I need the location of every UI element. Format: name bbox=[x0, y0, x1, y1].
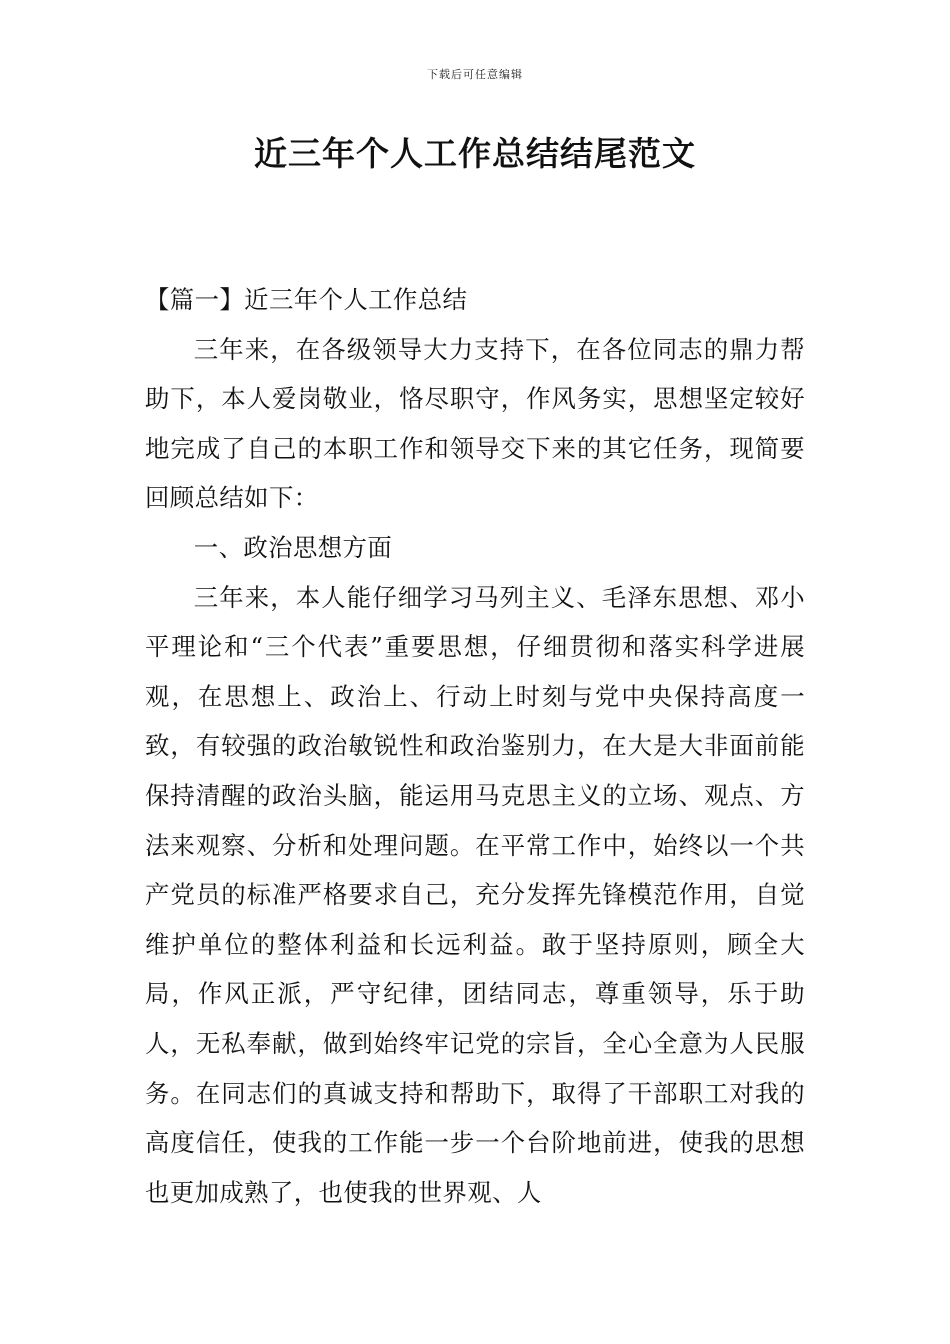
document-title: 近三年个人工作总结结尾范文 bbox=[254, 134, 696, 173]
political-paragraph: 三年来，本人能仔细学习马列主义、毛泽东思想、邓小平理论和“三个代表”重要思想，仔细贯彻和落实科学进展观，在思想上、政治上、行动上时刻与党中央保持高度一致，有较强的政治敏锐性和政治鉴别力，在大是大非面前能保持清醒的政治头脑，能运用马克思主义的立场、观点、方法来观察、分析和处理问题。在平常工作中，始终以一个共产党员的标准严格要求自己，充分发挥先锋模范作用，自觉维护单位的整体利益和长远利益。敢于坚持原则，顾全大局，作风正派，严守纪律，团结同志，尊重领导，乐于助人，无私奉献，做到始终牢记党的宗旨，全心全意为人民服务。在同志们的真诚支持和帮助下，取得了干部职工对我的高度信任，使我的工作能一步一个台阶地前进，使我的思想也更加成熟了，也使我的世界观、人 bbox=[145, 582, 805, 1207]
header-note: 下载后可任意编辑 bbox=[427, 68, 523, 81]
intro-paragraph: 三年来，在各级领导大力支持下，在各位同志的鼎力帮助下，本人爱岗敬业，恪尽职守，作风务实，思想坚定较好地完成了自己的本职工作和领导交下来的其它任务，现简要回顾总结如下： bbox=[145, 334, 805, 513]
subheading-political: 一、政治思想方面 bbox=[193, 532, 393, 562]
section-heading: 【篇一】近三年个人工作总结 bbox=[145, 285, 468, 314]
document-body bbox=[145, 275, 805, 1217]
